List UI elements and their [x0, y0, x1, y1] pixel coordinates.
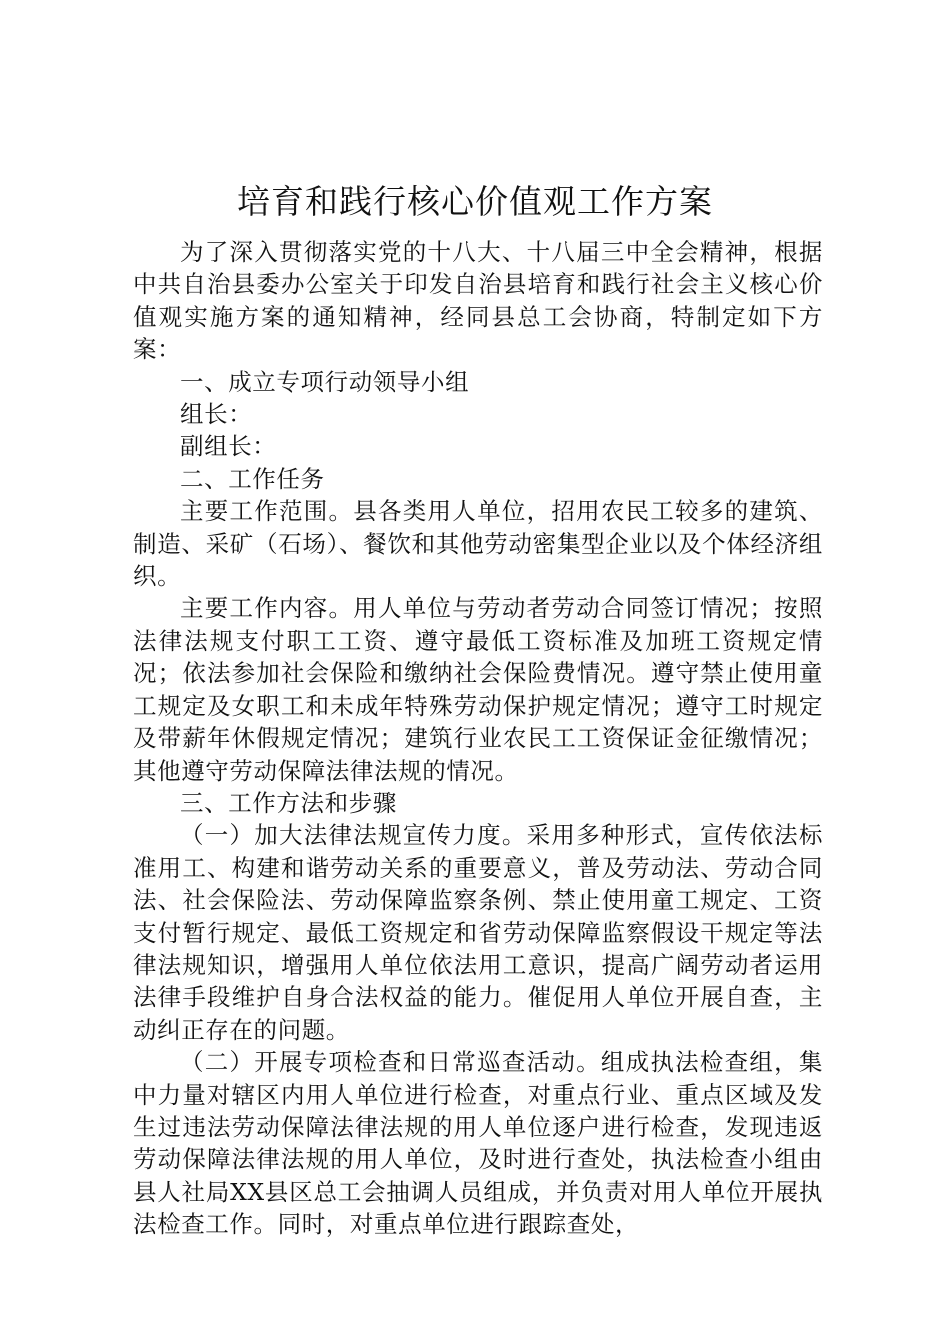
document-body: [133, 236, 823, 1241]
paragraph-intro: 为了深入贯彻落实党的十八大、十八届三中全会精神，根据中共自治县委办公室关于印发自治县培育和践行社会主义核心价值观实施方案的通知精神，经同县总工会协商，特制定如下方案：: [133, 238, 823, 364]
deputy-leader-line: 副组长：: [180, 432, 277, 461]
leader-line: 组长：: [180, 400, 253, 429]
paragraph-work-content: 主要工作内容。用人单位与劳动者劳动合同签订情况；按照法律法规支付职工工资、遵守最低工资标准及加班工资规定情况；依法参加社会保险和缴纳社会保险费情况。遵守禁止使用童工规定及女职工和未成年特殊劳动保护规定情况；遵守工时规定及带薪年休假规定情况；建筑行业农民工工资保证金征缴情况；其他遵守劳动保障法律法规的情况。: [133, 594, 823, 785]
paragraph-step-1: （一）加大法律法规宣传力度。采用多种形式，宣传依法标准用工、构建和谐劳动关系的重要意义，普及劳动法、劳动合同法、社会保险法、劳动保障监察条例、禁止使用童工规定、工资支付暂行规定、最低工资规定和省劳动保障监察假设干规定等法律法规知识，增强用人单位依法用工意识，提高广阔劳动者运用法律手段维护自身合法权益的能力。催促用人单位开展自查，主动纠正存在的问题。: [133, 821, 823, 1044]
section-heading-1: 一、成立专项行动领导小组: [180, 367, 470, 396]
section-heading-3: 三、工作方法和步骤: [180, 788, 397, 817]
section-heading-2: 二、工作任务: [180, 464, 325, 493]
paragraph-work-scope: 主要工作范围。县各类用人单位，招用农民工较多的建筑、制造、采矿（石场）、餐饮和其他劳动密集型企业以及个体经济组织。: [133, 497, 823, 591]
document-title: 培育和践行核心价值观工作方案: [237, 182, 713, 221]
paragraph-step-2: （二）开展专项检查和日常巡查活动。组成执法检查组，集中力量对辖区内用人单位进行检查，对重点行业、重点区域及发生过违法劳动保障法律法规的用人单位逐户进行检查，发现违返劳动保障法律法规的用人单位，及时进行查处，执法检查小组由县人社局XX县区总工会抽调人员组成，并负责对用人单位开展执法检查工作。同时，对重点单位进行跟踪查处，: [133, 1048, 823, 1239]
